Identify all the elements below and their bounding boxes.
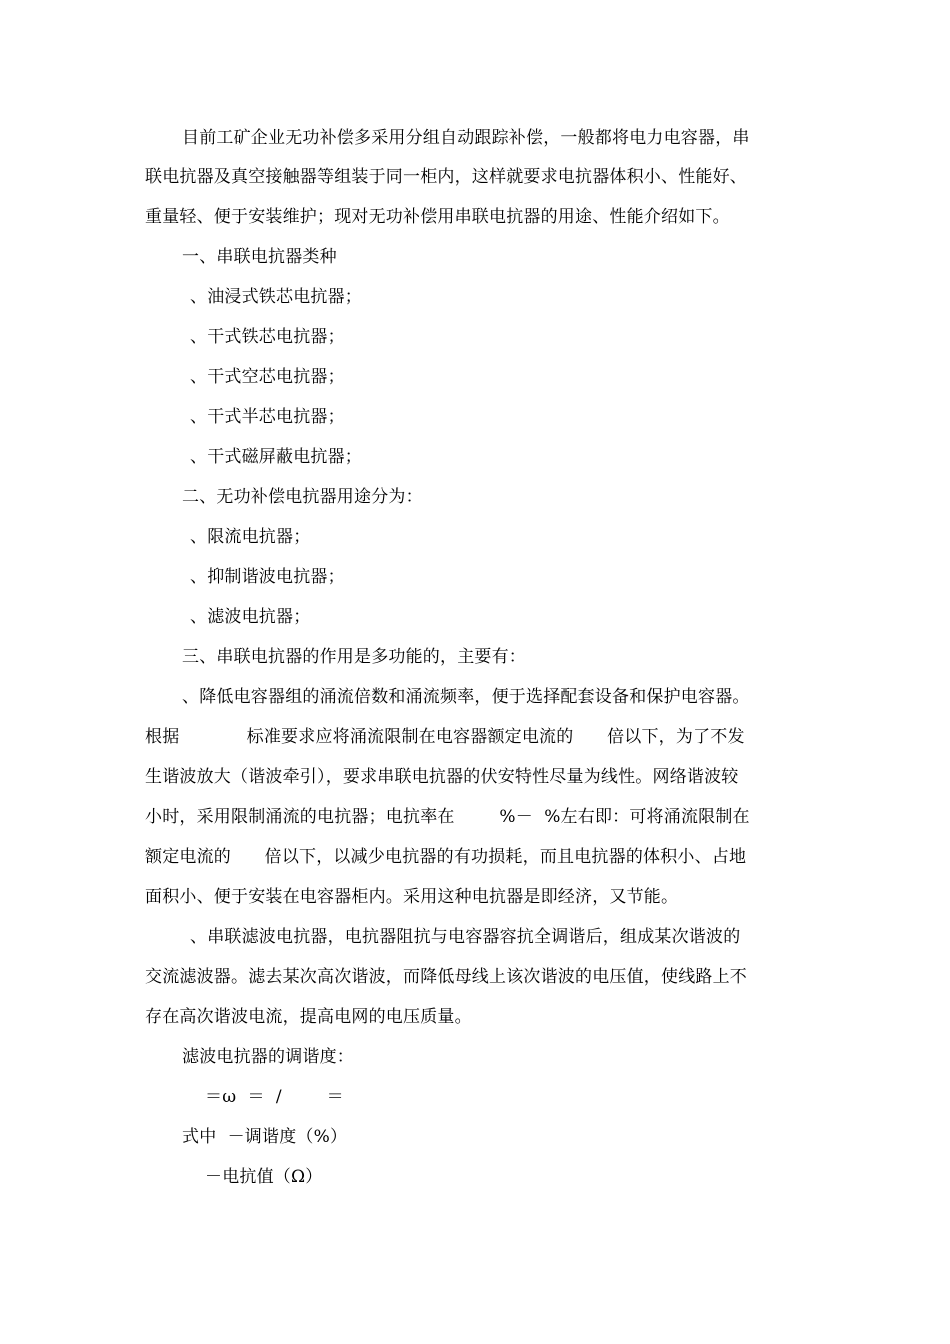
section1-item-3: 、干式空芯电抗器；	[190, 367, 345, 387]
section2-item-3: 、滤波电抗器；	[190, 607, 311, 627]
section3-para2-line-1: 、串联滤波电抗器，电抗器阻抗与电容器容抗全调谐后，组成某次谐波的	[190, 927, 741, 947]
legend-line-2: －电抗值（Ω）	[205, 1167, 323, 1187]
section1-item-1: 、油浸式铁芯电抗器；	[190, 287, 362, 307]
section1-heading: 一、串联电抗器类种	[182, 247, 337, 267]
section3-para1-line-2: 根据 标准要求应将涌流限制在电容器额定电流的 倍以下，为了不发	[145, 727, 745, 747]
section3-para1-line-4: 小时，采用限制涌流的电抗器；电抗率在 %－ %左右即：可将涌流限制在	[145, 807, 750, 827]
intro-line-2: 联电抗器及真空接触器等组装于同一柜内，这样就要求电抗器体积小、性能好、	[145, 167, 747, 187]
section3-para2-line-3: 存在高次谐波电流，提高电网的电压质量。	[145, 1007, 472, 1027]
section3-para1-line-5: 额定电流的 倍以下，以减少电抗器的有功损耗，而且电抗器的体积小、占地	[145, 847, 747, 867]
section2-item-2: 、抑制谐波电抗器；	[190, 567, 345, 587]
section3-para2-line-2: 交流滤波器。滤去某次高次谐波，而降低母线上该次谐波的电压值，使线路上不	[145, 967, 747, 987]
section2-heading: 二、无功补偿电抗器用途分为：	[182, 487, 423, 507]
intro-line-3: 重量轻、便于安装维护；现对无功补偿用串联电抗器的用途、性能介绍如下。	[145, 207, 730, 227]
section1-item-5: 、干式磁屏蔽电抗器；	[190, 447, 362, 467]
intro-line-1: 目前工矿企业无功补偿多采用分组自动跟踪补偿，一般都将电力电容器，串	[182, 128, 750, 148]
section3-heading: 三、串联电抗器的作用是多功能的，主要有：	[182, 647, 526, 667]
section2-item-1: 、限流电抗器；	[190, 527, 311, 547]
tuning-formula: ＝ω ＝ / ＝	[205, 1087, 344, 1107]
section3-para1-line-1: 、降低电容器组的涌流倍数和涌流频率，便于选择配套设备和保护电容器。	[182, 687, 750, 707]
section1-item-4: 、干式半芯电抗器；	[190, 407, 345, 427]
section1-item-2: 、干式铁芯电抗器；	[190, 327, 345, 347]
legend-line-1: 式中 －调谐度（%）	[182, 1127, 348, 1147]
section3-para1-line-6: 面积小、便于安装在电容器柜内。采用这种电抗器是即经济，又节能。	[145, 887, 679, 907]
tuning-heading: 滤波电抗器的调谐度：	[182, 1047, 354, 1067]
section3-para1-line-3: 生谐波放大（谐波牵引），要求串联电抗器的伏安特性尽量为线性。网络谐波较	[145, 767, 739, 787]
